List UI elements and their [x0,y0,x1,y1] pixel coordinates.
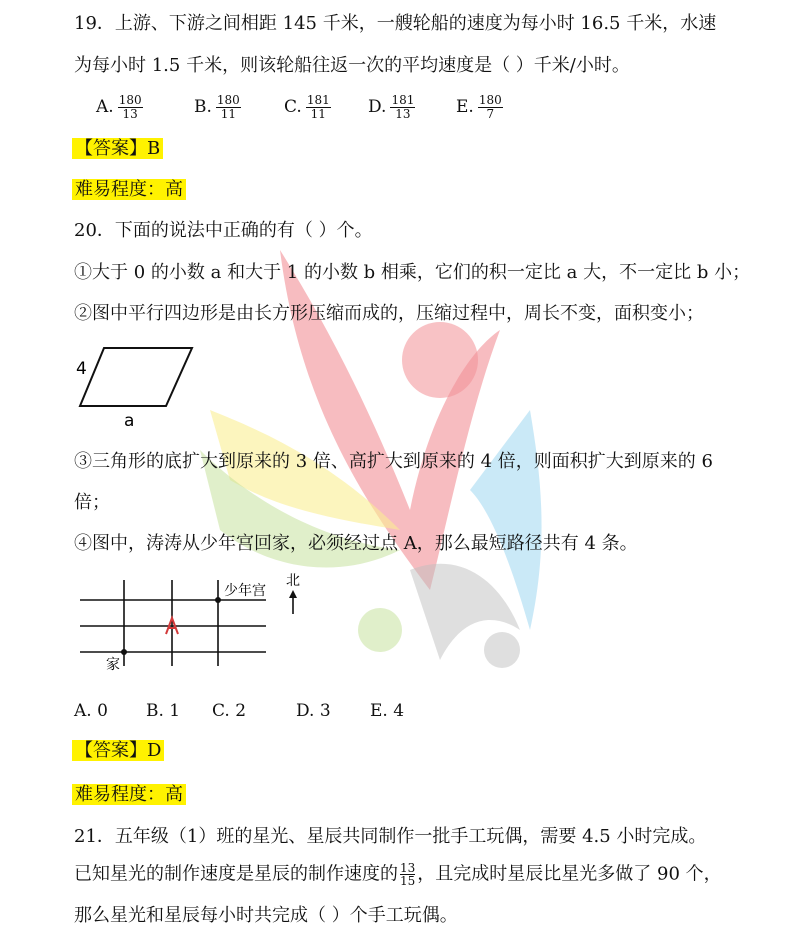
q21-text-line2: 已知星光的制作速度是星辰的制作速度的 $\frac{13}{15}$ ，且完成时星辰比星光多做了 90 个， [74,861,722,888]
q19-text-line2: 为每小时 1.5 千米，则该轮船往返一次的平均速度是（ ）千米/小时。 [74,55,630,76]
q20-statement-4: ④图中，涛涛从少年宫回家，必须经过点 A，那么最短路径共有 4 条。 [74,533,638,554]
watermark-green-circle [358,608,402,652]
north-arrowhead [289,590,297,598]
q20-statement-1: ①大于 0 的小数 a 和大于 1 的小数 b 相乘，它们的积一定比 a 大，不一定比 b 小； [74,262,751,283]
palace-point [215,597,221,603]
q20-statement-3-line1: ③三角形的底扩大到原来的 3 倍、高扩大到原来的 4 倍，则面积扩大到原来的 6 [74,451,713,472]
q19-difficulty: 难易程度：高 [72,178,186,202]
parallelogram-figure [70,340,200,430]
parallelogram-side-label: 4 [76,359,87,379]
q20-difficulty: 难易程度：高 [72,783,186,807]
q20-option-b: B. 1 [146,701,181,721]
q20-option-e: E. 4 [370,701,405,721]
q20-statement-2: ②图中平行四边形是由长方形压缩而成的，压缩过程中，周长不变，面积变小； [74,303,704,324]
q19-answer: 【答案】B [72,137,163,161]
q21-text-line1: 21．五年级（1）班的星光、星辰共同制作一批手工玩偶，需要 4.5 小时完成。 [74,826,707,847]
route-grid-figure [70,568,320,680]
q19-option-e: E. $\frac{180}{7}$ [456,93,502,121]
q20-option-a: A. 0 [74,701,108,721]
q20-stem: 20．下面的说法中正确的有（ ）个。 [74,220,373,241]
north-label: 北 [286,573,300,589]
q21-fraction: $\frac{13}{15}$ [400,861,416,888]
q20-statement-3-line2: 倍； [74,492,110,513]
home-point [121,649,127,655]
q19-option-a: A. $\frac{180}{13}$ [96,93,142,121]
home-label: 家 [106,657,120,673]
q20-answer: 【答案】D [72,739,164,763]
watermark-red-circle [402,322,478,398]
q19-option-d: D. $\frac{181}{13}$ [368,93,415,121]
parallelogram-base-label: a [124,411,135,430]
q20-option-c: C. 2 [212,701,247,721]
watermark-gray-circle [484,632,520,668]
palace-label: 少年宫 [224,583,266,599]
q20-option-d: D. 3 [296,701,331,721]
q21-text-line3: 那么星光和星辰每小时共完成（ ）个手工玩偶。 [74,905,458,926]
parallelogram-shape [80,348,192,406]
q19-option-c: C. $\frac{181}{11}$ [284,93,330,121]
q19-option-b: B. $\frac{180}{11}$ [194,93,240,121]
q19-text-line1: 19．上游、下游之间相距 145 千米，一艘轮船的速度为每小时 16.5 千米，水速 [74,13,717,34]
